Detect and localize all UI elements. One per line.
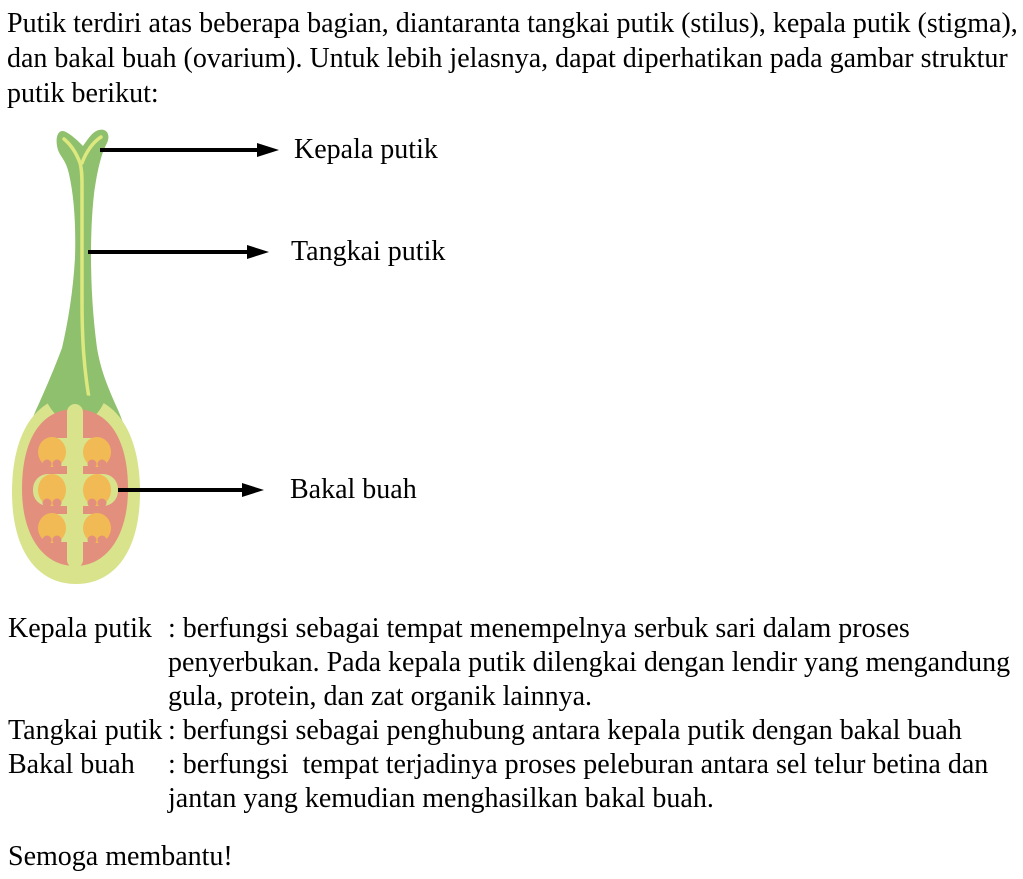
definition-row (8, 612, 1010, 714)
label-tangkai-putik: Tangkai putik (291, 236, 446, 267)
arrow-head-icon (242, 483, 264, 497)
ovule (83, 513, 111, 543)
ovule-notch (53, 460, 62, 469)
definition-list (8, 612, 1010, 816)
ovule-notch (53, 499, 62, 508)
arrow-head-icon (247, 245, 269, 259)
definition-line: : berfungsi sebagai penghubung antara kepala putik dengan bakal buah (168, 715, 962, 746)
definition-line: jantan yang kemudian menghasilkan bakal buah. (168, 783, 714, 814)
ovule (83, 474, 111, 506)
ovule (38, 513, 66, 543)
definition-text (168, 714, 962, 748)
definition-row (8, 748, 1010, 816)
label-kepala-putik: Kepala putik (294, 134, 438, 165)
arrow-head-icon (257, 143, 279, 157)
closing-line: Semoga membantu! (8, 841, 233, 872)
definition-line: gula, protein, dan zat organik lainnya. (168, 681, 593, 712)
ovule (83, 437, 111, 467)
definition-term: Bakal buah (8, 749, 135, 780)
definition-row (8, 714, 1010, 748)
ovule-notch (88, 499, 97, 508)
ovule-notch (98, 460, 107, 469)
definition-term: Tangkai putik (8, 715, 163, 746)
intro-line: dan bakal buah (ovarium). Untuk lebih jelasnya, dapat diperhatikan pada gambar struktur (7, 43, 1008, 74)
ovule-notch (43, 460, 52, 469)
definition-text (168, 748, 988, 816)
ovule-notch (88, 460, 97, 469)
ovule-notch (98, 499, 107, 508)
definition-line: penyerbukan. Pada kepala putik dilengkai dengan lendir yang mengandung (168, 647, 1011, 678)
ovule (38, 474, 66, 506)
definition-line: : berfungsi sebagai tempat menempelnya serbuk sari dalam proses (168, 613, 910, 644)
kepala-putik-arrow (100, 143, 279, 157)
ovule-notch (53, 536, 62, 545)
label-bakal-buah: Bakal buah (290, 474, 417, 505)
ovule-notch (88, 536, 97, 545)
ovule-notch (43, 499, 52, 508)
tangkai-putik-arrow (88, 245, 269, 259)
intro-line: putik berikut: (7, 78, 159, 109)
definition-term: Kepala putik (8, 613, 152, 644)
definition-text (168, 612, 1010, 714)
intro-line: Putik terdiri atas beberapa bagian, diantaranta tangkai putik (stilus), kepala putik (stigma), (7, 8, 1018, 39)
pistil-diagram (0, 0, 470, 620)
ovule-notch (98, 536, 107, 545)
definition-line: : berfungsi tempat terjadinya proses peleburan antara sel telur betina dan (168, 749, 989, 780)
ovule (38, 437, 66, 467)
ovule-notch (43, 536, 52, 545)
